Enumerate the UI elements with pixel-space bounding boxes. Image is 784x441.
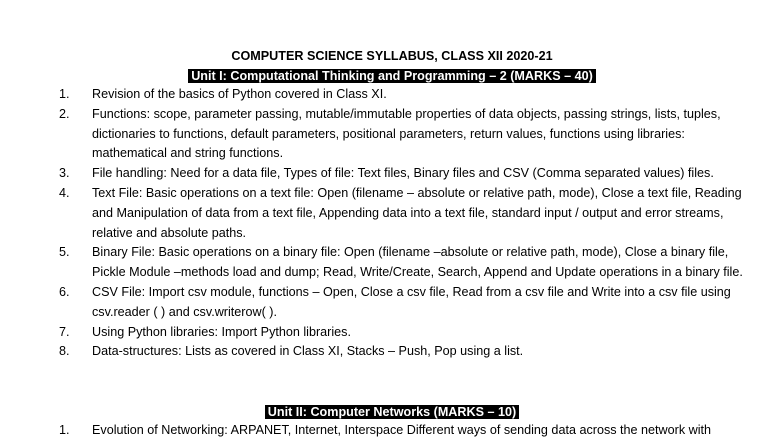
item-number: 7. bbox=[59, 324, 70, 339]
list-item bbox=[0, 283, 784, 323]
list-item bbox=[0, 323, 784, 343]
item-number: 2. bbox=[59, 106, 70, 121]
item-text: CSV File: Import csv module, functions – Open, Close a csv file, Read from a csv file and Write into a csv file using csv.reader ( ) and csv.writerow( ). bbox=[92, 284, 731, 319]
list-item bbox=[0, 105, 784, 164]
list-item bbox=[0, 85, 784, 105]
item-number: 5. bbox=[59, 245, 70, 260]
item-text: Text File: Basic operations on a text file: Open (filename – absolute or relative path, mode), Close a text file, Reading and Manipulation of data from a text file, Appending data into a text file, standard input / output and error streams, relative and absolute paths. bbox=[92, 185, 742, 240]
item-text: File handling: Need for a data file, Types of file: Text files, Binary files and CSV (Comma separated values) files. bbox=[92, 166, 714, 181]
list-item bbox=[0, 421, 784, 441]
item-number: 6. bbox=[59, 284, 70, 299]
document-title: COMPUTER SCIENCE SYLLABUS, CLASS XII 2020-21 bbox=[231, 49, 553, 63]
list-item bbox=[0, 184, 784, 243]
item-text: Functions: scope, parameter passing, mutable/immutable properties of data objects, passing strings, lists, tuples, dictionaries to functions, default parameters, positional parameters, return values, functions using libraries: mathematical and string functions. bbox=[92, 106, 721, 161]
unit-2-heading-label: Unit II: Computer Networks (MARKS – 10) bbox=[265, 405, 519, 419]
item-number: 1. bbox=[59, 87, 70, 101]
item-text: Data-structures: Lists as covered in Class XI, Stacks – Push, Pop using a list. bbox=[92, 344, 524, 359]
list-item bbox=[0, 243, 784, 283]
item-number: 1. bbox=[59, 423, 70, 437]
unit-1-heading-label: Unit I: Computational Thinking and Programming – 2 (MARKS – 40) bbox=[188, 69, 596, 83]
unit-2-topic-list bbox=[0, 421, 784, 441]
list-item bbox=[0, 342, 784, 362]
list-item bbox=[0, 164, 784, 184]
item-number: 8. bbox=[59, 344, 70, 359]
item-number: 3. bbox=[59, 166, 70, 181]
unit-2-heading bbox=[0, 403, 784, 421]
item-text: Binary File: Basic operations on a binary file: Open (filename –absolute or relative path, mode), Close a binary file, Pickle Module –methods load and dump; Read, Write/Create, Search, Append and Update operations in a binary file. bbox=[92, 245, 743, 280]
unit-1-heading bbox=[0, 67, 784, 85]
item-text: Revision of the basics of Python covered in Class XI. bbox=[92, 87, 387, 101]
unit-1-topic-list bbox=[0, 85, 784, 362]
item-text: Using Python libraries: Import Python libraries. bbox=[92, 324, 351, 339]
item-number: 4. bbox=[59, 185, 70, 200]
item-text: Evolution of Networking: ARPANET, Internet, Interspace Different ways of sending data across the network with bbox=[92, 423, 712, 437]
